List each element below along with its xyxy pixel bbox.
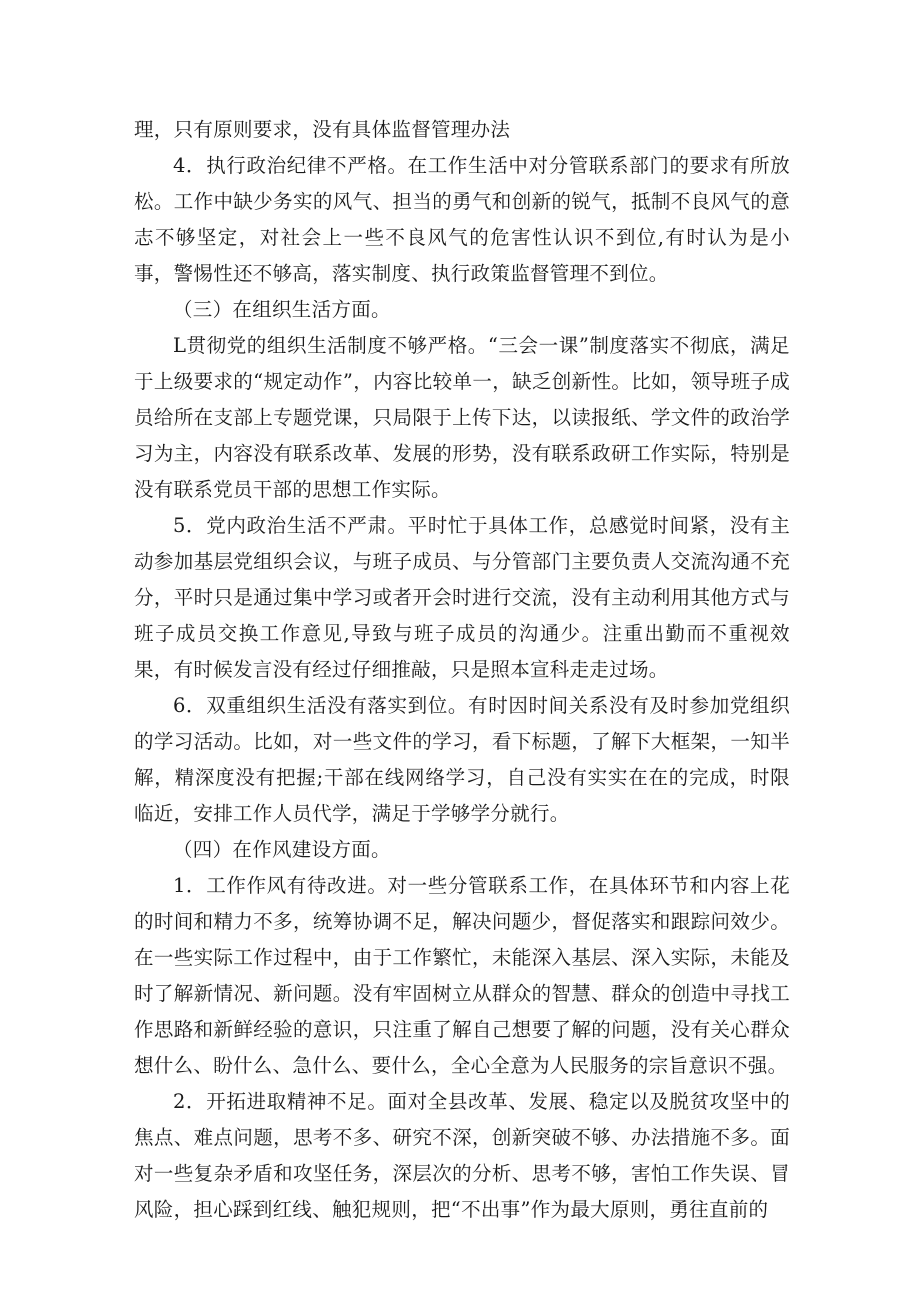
- paragraph-continuation: 理，只有原则要求，没有具体监督管理办法: [134, 118, 511, 141]
- section-heading-4: （四）在作风建设方面。: [173, 838, 391, 861]
- paragraph-item-l: L贯彻党的组织生活制度不够严格。“三会一课”制度落实不彻底，满足于上级要求的“规定动作”，内容比较单一，缺乏创新性。比如，领导班子成员给所在支部上专题党课，只局限于上传下达，以读报纸、学文件的政治学习为主，内容没有联系改革、发展的形势，没有联系政研工作实际，特别是没有联系党员干部的思想工作实际。: [134, 334, 790, 501]
- document-body: [134, 112, 790, 1228]
- paragraph-item-5: 5．党内政治生活不严肃。平时忙于具体工作，总感觉时间紧，没有主动参加基层党组织会议，与班子成员、与分管部门主要负责人交流沟通不充分，平时只是通过集中学习或者开会时进行交流，没有主动利用其他方式与班子成员交换工作意见,导致与班子成员的沟通少。注重出勤而不重视效果，有时候发言没有经过仔细推敲，只是照本宣科走走过场。: [134, 514, 790, 681]
- paragraph-item-6: 6．双重组织生活没有落实到位。有时因时间关系没有及时参加党组织的学习活动。比如，对一些文件的学习，看下标题，了解下大框架，一知半解，精深度没有把握;干部在线网络学习，自己没有实实在在的完成，时限临近，安排工作人员代学，满足于学够学分就行。: [134, 694, 790, 825]
- paragraph-item-1: 1．工作作风有待改进。对一些分管联系工作，在具体环节和内容上花的时间和精力不多，统筹协调不足，解决问题少，督促落实和跟踪问效少。在一些实际工作过程中，由于工作繁忙，未能深入基层、深入实际，未能及时了解新情况、新问题。没有牢固树立从群众的智慧、群众的创造中寻找工作思路和新鲜经验的意识，只注重了解自己想要了解的问题，没有关心群众想什么、盼什么、急什么、要什么，全心全意为人民服务的宗旨意识不强。: [134, 874, 790, 1077]
- paragraph-item-4: 4．执行政治纪律不严格。在工作生活中对分管联系部门的要求有所放松。工作中缺少务实的风气、担当的勇气和创新的锐气，抵制不良风气的意志不够坚定，对社会上一些不良风气的危害性认识不到位,有时认为是小事，警惕性还不够高，落实制度、执行政策监督管理不到位。: [134, 154, 790, 285]
- paragraph-item-2: 2．开拓进取精神不足。面对全县改革、发展、稳定以及脱贫攻坚中的焦点、难点问题，思考不多、研究不深，创新突破不够、办法措施不多。面对一些复杂矛盾和攻坚任务，深层次的分析、思考不够，害怕工作失误、冒风险，担心踩到红线、触犯规则，把“不出事”作为最大原则，勇往直前的: [134, 1090, 790, 1221]
- section-heading-3: （三）在组织生活方面。: [173, 298, 391, 321]
